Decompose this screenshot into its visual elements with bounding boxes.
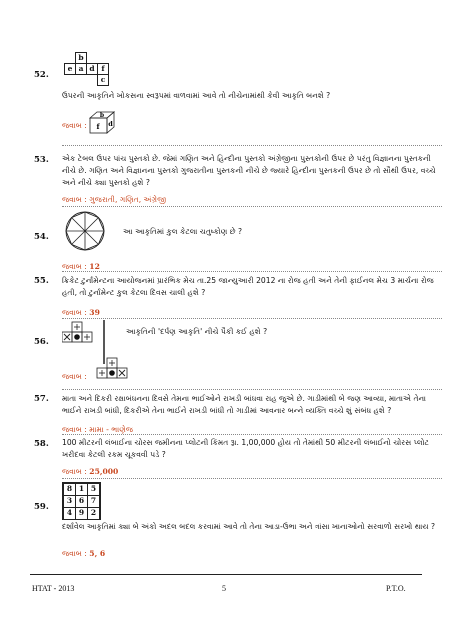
q54-number: 54. [34,232,49,242]
net-face-c: c [97,74,109,86]
grid-cell: 7 [87,495,100,508]
grid-cell: 3 [63,495,76,508]
q54-octagon-figure [64,210,106,252]
q55-number: 55. [34,276,49,286]
grid-cell: 6 [75,495,88,508]
grid-cell: 5 [87,483,100,496]
footer-rule [30,574,422,575]
q57-number: 57. [34,394,49,404]
grid-cell: 4 [63,507,76,520]
footer-pto: P.T.O. [386,584,406,593]
footer-exam-title: HTAT - 2013 [32,584,75,593]
q59-answer [62,549,105,559]
q56-answer-label: જવાબ : [62,372,87,381]
net-face-f: f [97,63,109,75]
q57-question: માતા અને દિકરી રક્ષાબંધનના દિવસે તેમના ભાઈઓને રાખડી બાંધવા રાહ જુએ છે. ગાડીમાંથી બે જણ આવ્યા, માતાએ તેના ભાઈને રાખડી બાંધી, દિકરીએ તેના ભાઈને રાખડી બાંધી તો ગાડીમાં આવનાર બન્ને વ્યક્તિ વચ્ચે શું સંબંધ હશે ? [62,394,426,415]
q54-answer-label: જવાબ : [62,262,87,271]
q59-question: દર્શાવેલ આકૃતિમાં ક્યા બે અંકો અદલ બદલ કરવામાં આવે તો તેના આડા-ઉભા અને ત્રાંસા ખાનાઓનો સરવાળો સરખો થાય ? [62,522,436,531]
q54-question: આ આકૃતિમાં કુલ કેટલા ચતુષ્કોણ છે ? [123,227,243,236]
q58-answer-value: 25,000 [89,467,119,476]
q58-answer-label: જવાબ : [62,467,87,476]
q53-answer: જવાબ : ગુજરાતી, ગણિત, અંગ્રેજી [62,195,167,204]
grid-cell: 1 [75,483,88,496]
net-face-e: e [64,63,76,75]
q57-answer: જવાબ : મામા - ભાણેજ [62,425,134,434]
grid-cell: 2 [87,507,100,520]
q55-answer-label: જવાબ : [62,308,87,317]
net-face-d: d [86,63,98,75]
cube-side-label: d [108,120,113,128]
q58-answer [62,467,118,477]
q56-question: આકૃતિની 'દર્પણ આકૃતિ' નીચે પૈકી કઈ હશે ? [126,327,268,336]
q59-magic-grid [62,482,101,520]
q53-number: 53. [34,155,49,165]
q56-answer-figure [94,356,132,390]
grid-cell: 9 [75,507,88,520]
footer-page-number: 5 [222,584,226,593]
q55-answer [62,308,100,318]
net-face-b: b [75,52,87,64]
q52-answer-label: જવાબ : [62,121,87,130]
cube-top-label: b [99,112,105,119]
grid-cell: 8 [63,483,76,496]
q55-answer-value: 39 [89,308,100,317]
q54-answer-value: 12 [89,262,100,271]
q53-question: એક ટેબલ ઉપર પાંચ પુસ્તકો છે. જેમાં ગણિત અને હિન્દીના પુસ્તકો અંગ્રેજીના પુસ્તકોની ઉપર છે પરંતુ વિજ્ઞાનના પુસ્તકની નીચે છે. ગણિત અને વિજ્ઞાનના પુસ્તકો ગુજરાતીના પુસ્તકની નીચે છે જ્યારે હિન્દીના પુસ્તકની ઉપર છે તો સૌથી ઉપર, વચ્ચે અને નીચે ક્યા પુસ્તકો હશે ? [62,154,436,187]
q59-number: 59. [34,502,49,512]
q52-number: 52. [34,70,49,80]
cube-front-label: f [96,122,100,131]
q52-question: ઉપરની આકૃતિને ખોકસના સ્વરૂપમાં વાળવામાં આવે તો નીચેનામાંથી કેવી આકૃતિ બનશે ? [62,91,331,100]
q58-number: 58. [34,439,49,449]
q52-answer-cube [88,109,118,135]
q59-answer-label: જવાબ : [62,549,87,558]
q58-question: 100 મીટરની લંબાઈના ચોરસ જમીનના પ્લોટની કિંમત રૂા. 1,00,000 હોય તો તેમાંથી 50 મીટરની લંબાઈનો ચોરસ પ્લોટ ખરીદવા કેટલી રકમ ચૂકવવી પડે ? [62,438,429,459]
q55-question: ક્રિકેટ ટુર્નામેન્ટના આયોજનમાં પ્રારંભિક મેચ તા.25 જાન્યુઆરી 2012 ના રોજ હતી અને તેની ફાઈનલ મેચ 3 માર્ચના રોજ હતી, તો ટુર્નામેન્ટ કુલ કેટલા દિવસ ચાલી હશે ? [62,276,434,297]
q56-number: 56. [34,337,49,347]
net-face-a: a [75,63,87,75]
q59-answer-value: 5, 6 [89,549,106,558]
